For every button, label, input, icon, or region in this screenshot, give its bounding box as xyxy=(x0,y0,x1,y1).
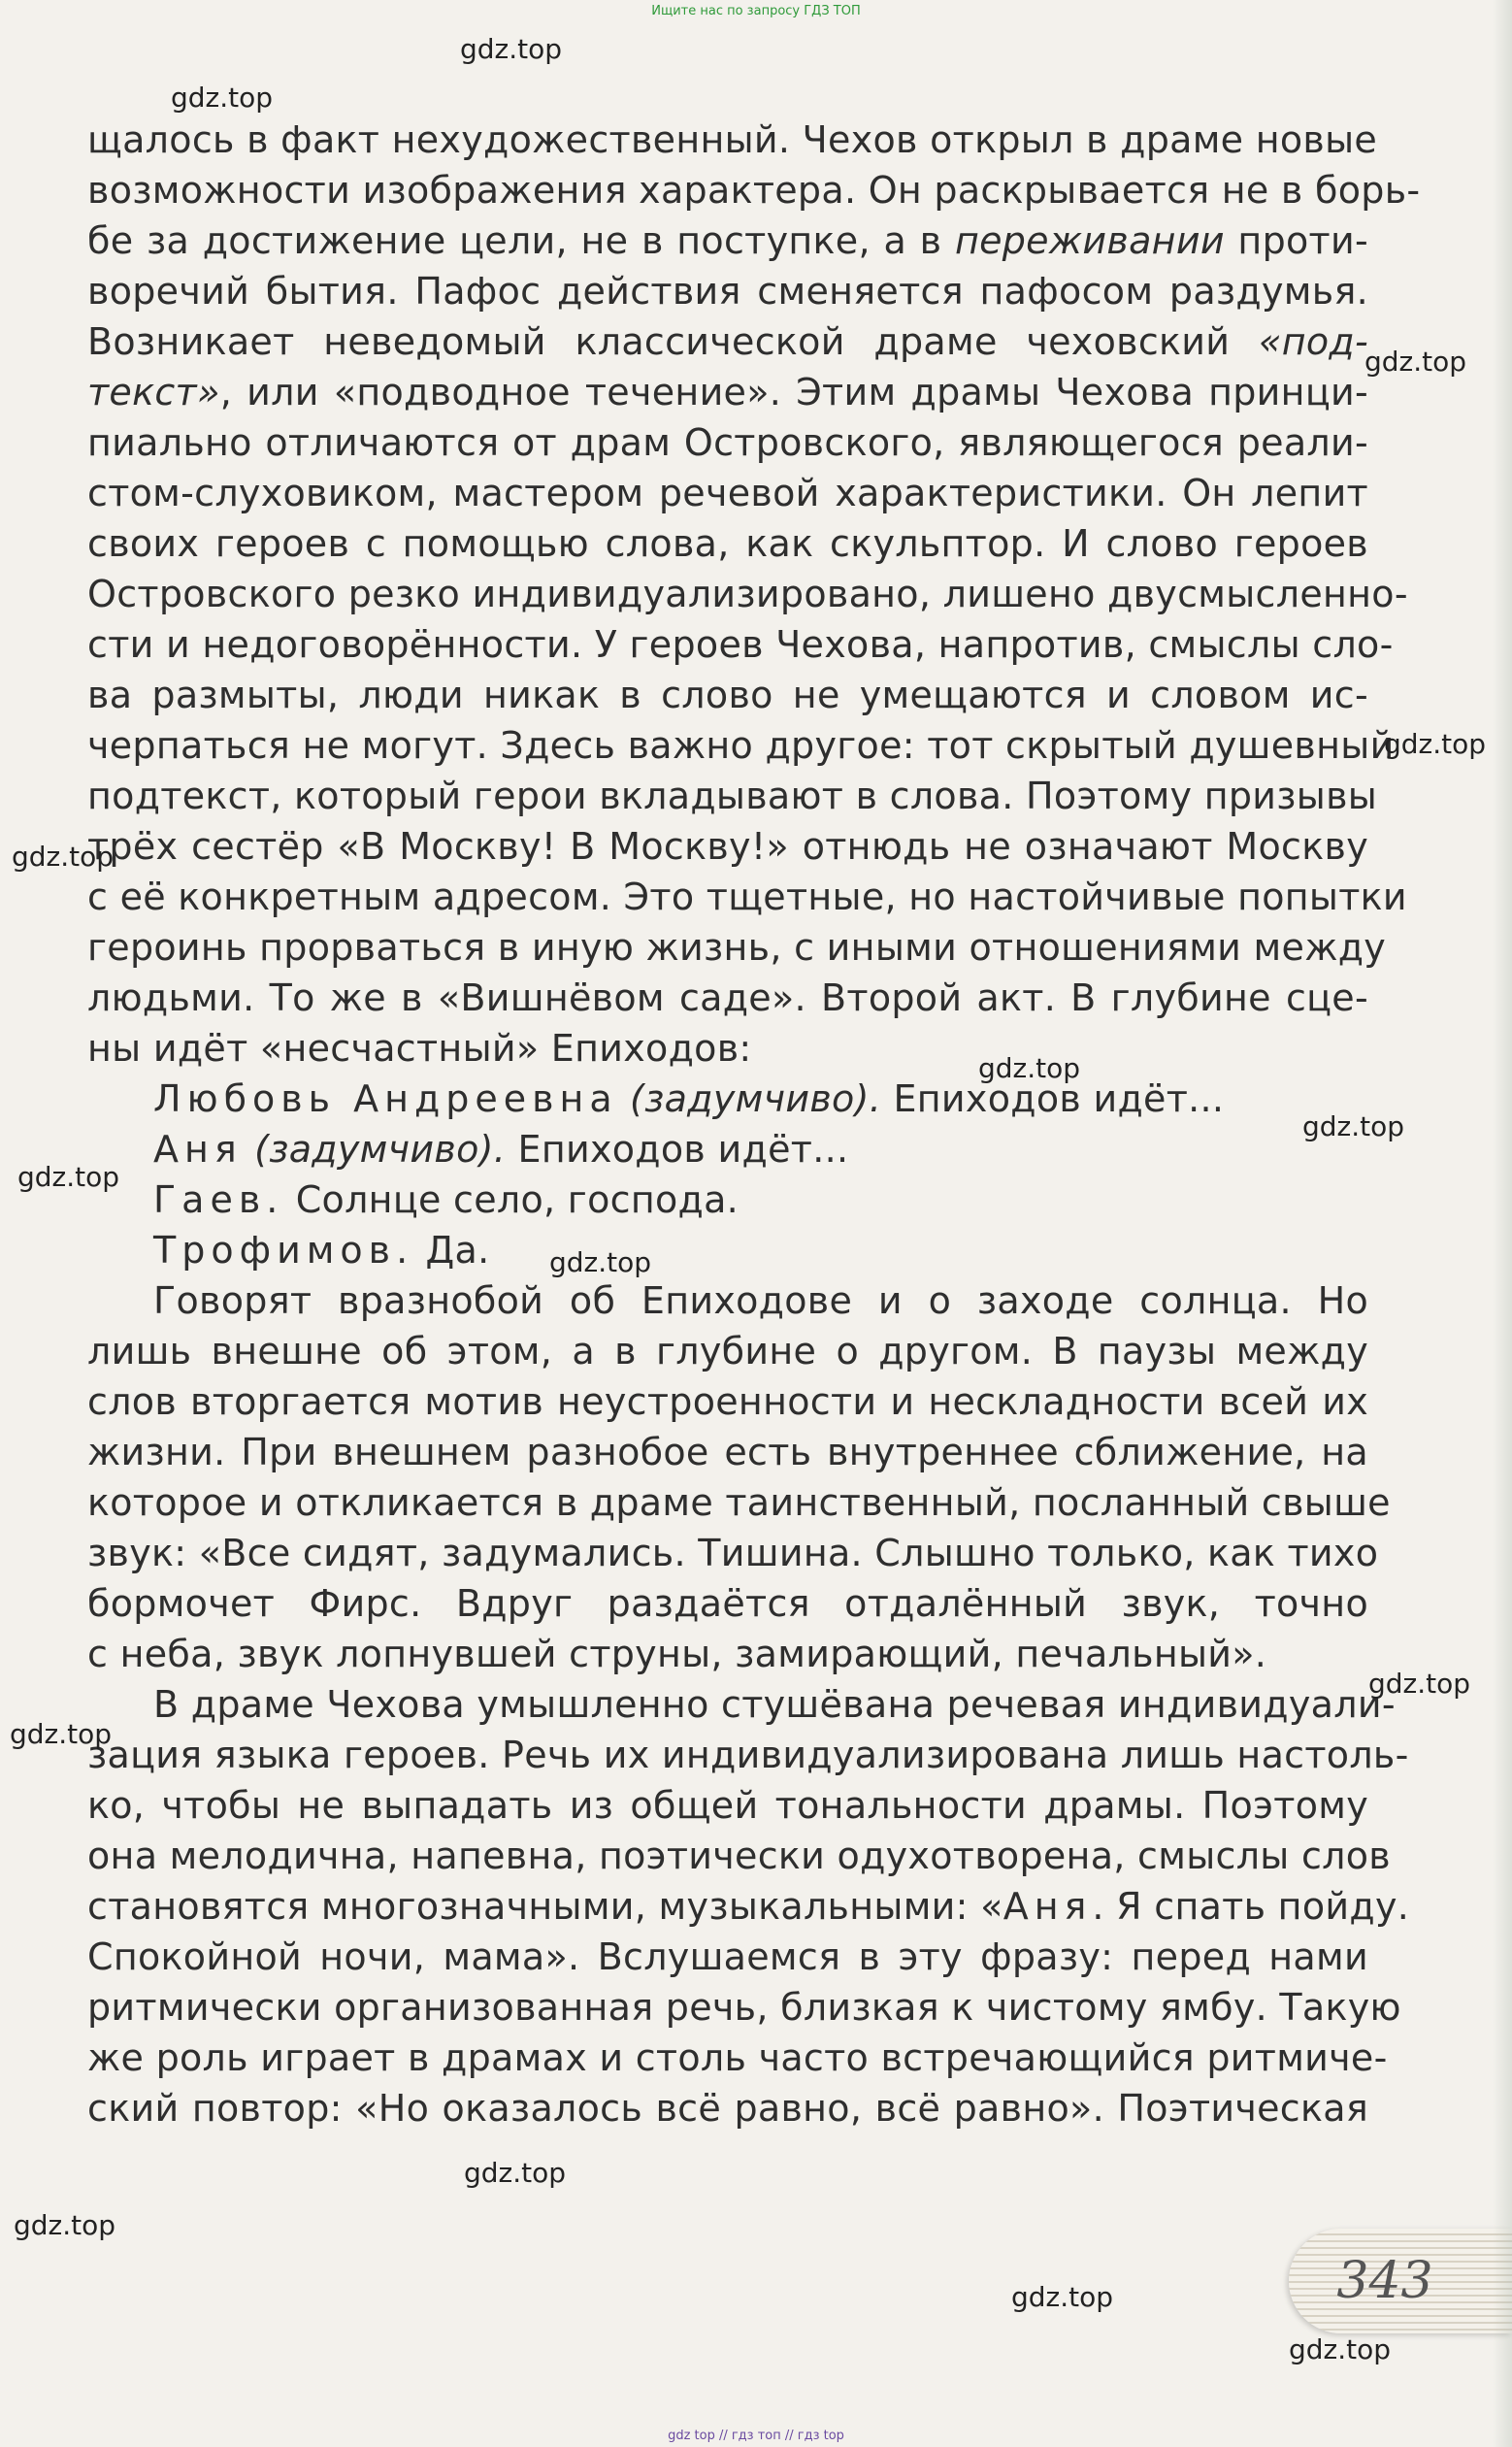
watermark: gdz.top xyxy=(464,2157,567,2189)
text-line: жизни. При внешнем разнобое есть внутреннее сближение, на xyxy=(87,1431,1368,1473)
text-line: Спокойной ночи, мама». Вслушаемся в эту фразу: перед нами xyxy=(87,1935,1368,1978)
text-line: лишь внешне об этом, а в глубине о другом. В паузы между xyxy=(87,1330,1368,1372)
page-edge xyxy=(1493,0,1512,2447)
watermark: gdz.top xyxy=(10,1718,113,1750)
text-line: которое и откликается в драме таинственный, посланный свыше xyxy=(87,1481,1391,1524)
watermark: gdz.top xyxy=(1364,346,1467,378)
text-line: стом-слуховиком, мастером речевой характеристики. Он лепит xyxy=(87,472,1368,514)
dialogue-line: Любовь Андреевна (задумчиво). Епиходов идёт... xyxy=(153,1077,1225,1120)
watermark: gdz.top xyxy=(1384,728,1487,760)
watermark: gdz.top xyxy=(1302,1110,1405,1142)
text-line: щалось в факт нехудожественный. Чехов открыл в драме новые xyxy=(87,118,1378,161)
text-line: зация языка героев. Речь их индивидуализирована лишь настоль- xyxy=(87,1734,1409,1776)
text-line: слов вторгается мотив неустроенности и нескладности всей их xyxy=(87,1380,1368,1423)
text-line: Возникает неведомый классической драме чеховский «под- xyxy=(87,320,1368,363)
text-line: звук: «Все сидят, задумались. Тишина. Слышно только, как тихо xyxy=(87,1532,1379,1574)
watermark: gdz.top xyxy=(1011,2281,1114,2313)
watermark: gdz.top xyxy=(171,82,274,114)
text-line: черпаться не могут. Здесь важно другое: тот скрытый душевный xyxy=(87,724,1395,767)
text-line: ский повтор: «Но оказалось всё равно, всё равно». Поэтическая xyxy=(87,2087,1368,2130)
text-line: бе за достижение цели, не в поступке, а в переживании проти- xyxy=(87,219,1368,262)
text-line: текст», или «подводное течение». Этим драмы Чехова принци- xyxy=(87,371,1368,413)
paragraph-3 xyxy=(87,1679,1410,2133)
text-line: она мелодична, напевна, поэтически одухотворена, смыслы слов xyxy=(87,1835,1391,1877)
watermark: gdz.top xyxy=(460,33,563,65)
text-line: героинь прорваться в иную жизнь, с иными отношениями между xyxy=(87,926,1387,969)
speaker-name: Аня xyxy=(153,1128,243,1171)
watermark: gdz.top xyxy=(12,841,115,873)
text-line: воречий бытия. Пафос действия сменяется пафосом раздумья. xyxy=(87,270,1368,313)
text-line: подтекст, который герои вкладывают в слова. Поэтому призывы xyxy=(87,775,1378,817)
text-line: ны идёт «несчастный» Епиходов: xyxy=(87,1027,752,1070)
speaker-name: Гаев. xyxy=(153,1178,284,1221)
paragraph-2 xyxy=(87,1275,1391,1679)
dialogue-line: Аня (задумчиво). Епиходов идёт... xyxy=(153,1128,849,1171)
watermark: gdz.top xyxy=(1289,2333,1392,2365)
dialogue-line: Гаев. Солнце село, господа. xyxy=(153,1178,740,1221)
watermark: gdz.top xyxy=(978,1052,1081,1084)
text-line: же роль играет в драмах и столь часто встречающийся ритмиче- xyxy=(87,2036,1388,2079)
text-line: сти и недоговорённости. У героев Чехова, напротив, смыслы сло- xyxy=(87,623,1394,666)
bottom-banner: gdz top // гдз топ // гдз top xyxy=(668,2429,844,2443)
watermark: gdz.top xyxy=(14,2209,116,2241)
text-line: ва размыты, люди никак в слово не умещаются и словом ис- xyxy=(87,674,1368,716)
speaker-name: Любовь Андреевна xyxy=(153,1077,618,1120)
watermark: gdz.top xyxy=(17,1161,120,1193)
text-line: В драме Чехова умышленно стушёвана речевая индивидуали- xyxy=(153,1683,1396,1726)
text-line: с её конкретным адресом. Это тщетные, но настойчивые попытки xyxy=(87,876,1407,918)
text-line: Островского резко индивидуализировано, лишено двусмысленно- xyxy=(87,573,1408,615)
text-line: становятся многозначными, музыкальными: «Аня. Я спать пойду. xyxy=(87,1885,1410,1928)
text-line: с неба, звук лопнувшей струны, замирающий, печальный». xyxy=(87,1633,1267,1675)
watermark: gdz.top xyxy=(1368,1668,1471,1700)
text-line: ко, чтобы не выпадать из общей тональности драмы. Поэтому xyxy=(87,1784,1368,1827)
watermark: gdz.top xyxy=(549,1246,652,1278)
top-banner: Ищите нас по запросу ГДЗ ТОП xyxy=(651,4,861,18)
text-line: ритмически организованная речь, близкая к чистому ямбу. Такую xyxy=(87,1986,1401,2029)
text-line: трёх сестёр «В Москву! В Москву!» отнюдь не означают Москву xyxy=(87,825,1368,868)
text-line: своих героев с помощью слова, как скульптор. И слово героев xyxy=(87,522,1368,565)
page-number: 343 xyxy=(1336,2252,1433,2310)
text-line: людьми. То же в «Вишнёвом саде». Второй акт. В глубине сце- xyxy=(87,976,1368,1019)
dialogue-block xyxy=(87,1074,1368,1275)
speaker-name: Трофимов. xyxy=(153,1229,414,1272)
dialogue-line: Трофимов. Да. xyxy=(153,1229,490,1272)
text-line: бормочет Фирс. Вдруг раздаётся отдалённый звук, точно xyxy=(87,1582,1368,1625)
text-line: возможности изображения характера. Он раскрывается не в борь- xyxy=(87,169,1421,212)
text-line: Говорят вразнобой об Епиходове и о заходе солнца. Но xyxy=(153,1279,1368,1322)
text-line: пиально отличаются от драм Островского, являющегося реали- xyxy=(87,421,1368,464)
